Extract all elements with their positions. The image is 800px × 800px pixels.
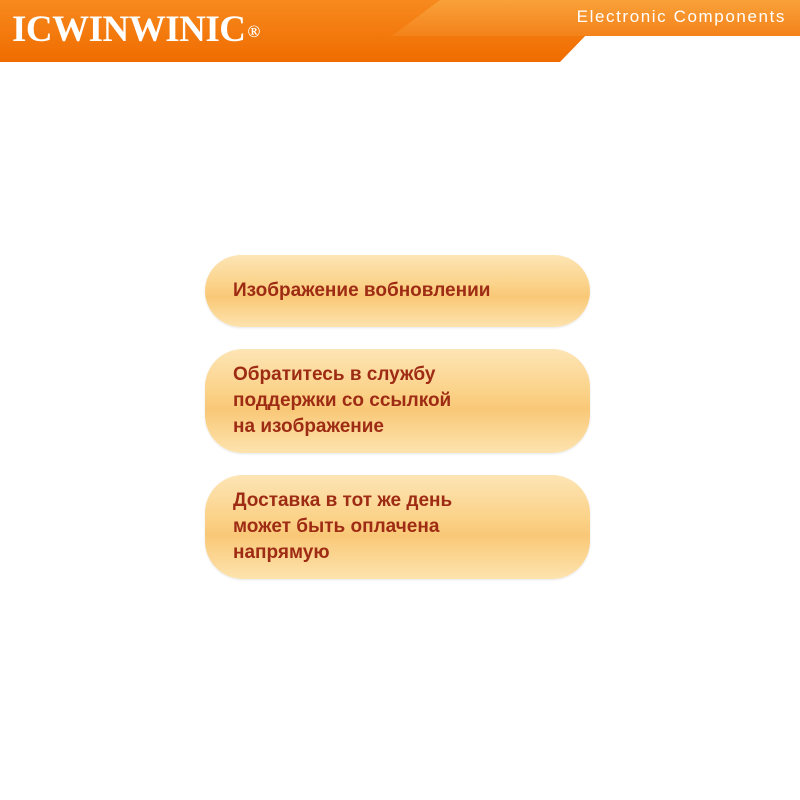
message-line: Обратитесь в службу (233, 364, 436, 385)
message-pill-same-day-delivery (205, 475, 590, 579)
message-line: напрямую (233, 542, 330, 563)
message-pill-contact-support (205, 349, 590, 453)
message-pill-image-updating (205, 255, 590, 327)
message-pill-list (205, 255, 590, 601)
message-line: Изображение вобновлении (233, 280, 491, 301)
brand-name: ICWINWINIC (12, 9, 246, 50)
page-header (0, 0, 800, 62)
message-line: может быть оплачена (233, 516, 440, 537)
message-line: Доставка в тот же день (233, 490, 453, 511)
registered-trademark-icon: ® (247, 22, 260, 41)
message-line: поддержки со ссылкой (233, 390, 452, 411)
brand-logo (12, 8, 258, 52)
header-tagline: Electronic Components (576, 7, 786, 26)
message-line: на изображение (233, 416, 384, 437)
